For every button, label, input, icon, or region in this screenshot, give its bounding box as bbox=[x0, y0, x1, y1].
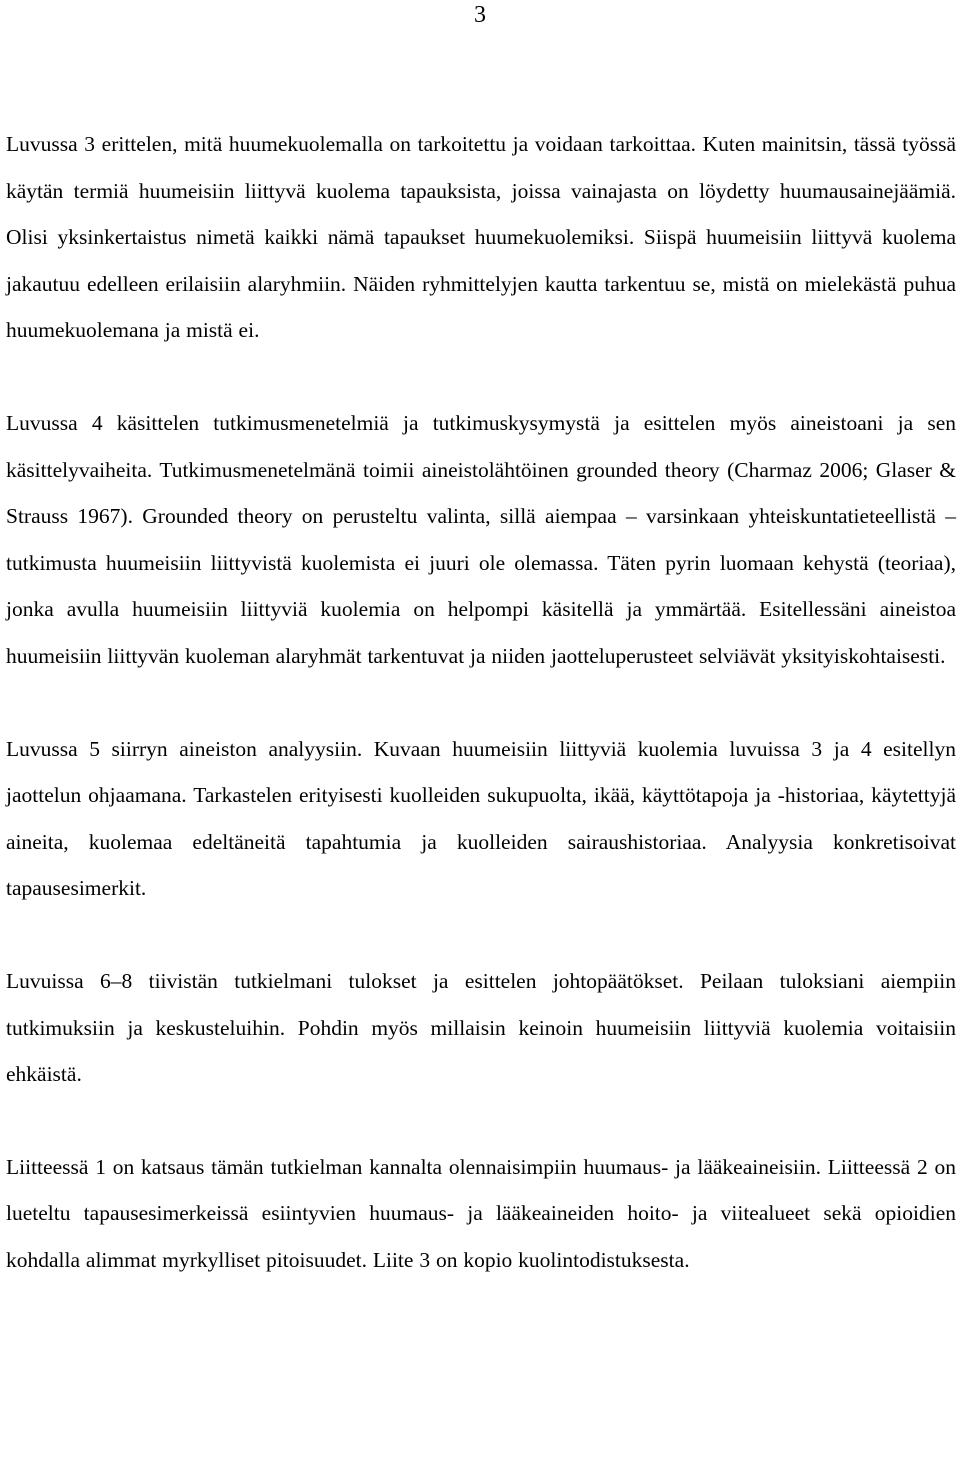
paragraph-chapter-3-summary: Luvussa 3 erittelen, mitä huumekuolemalla on tarkoitettu ja voidaan tarkoittaa. Kuten mainitsin, tässä työssä käytän termiä huumeisiin liittyvä kuolema tapauksista, joissa vainajasta on löydetty huumausainejäämiä. Olisi yksinkertaistus nimetä kaikki nämä tapaukset huumekuolemiksi. Siispä huumeisiin liittyvä kuolema jakautuu edelleen erilaisiin alaryhmiin. Näiden ryhmittelyjen kautta tarkentuu se, mistä on mielekästä puhua huumekuolemana ja mistä ei. bbox=[6, 132, 956, 343]
document-body bbox=[6, 121, 956, 1283]
paragraph-chapter-5-summary: Luvussa 5 siirryn aineiston analyysiin. Kuvaan huumeisiin liittyviä kuolemia luvuissa 3 ja 4 esitellyn jaottelun ohjaamana. Tarkastelen erityisesti kuolleiden sukupuolta, ikää, käyttötapoja ja -historiaa, käytettyjä aineita, kuolemaa edeltäneitä tapahtumia ja kuolleiden sairaushistoriaa. Analyysia konkretisoivat tapausesimerkit. bbox=[6, 736, 956, 901]
paragraph-appendices-summary: Liitteessä 1 on katsaus tämän tutkielman kannalta olennaisimpiin huumaus- ja lääkeaineisiin. Liitteessä 2 on lueteltu tapausesimerkeissä esiintyvien huumaus- ja lääkeaineiden hoito- ja viitealueet sekä opioidien kohdalla alimmat myrkylliset pitoisuudet. Liite 3 on kopio kuolintodistuksesta. bbox=[6, 1154, 956, 1272]
page-number: 3 bbox=[474, 2, 486, 28]
paragraph-chapter-4-summary: Luvussa 4 käsittelen tutkimusmenetelmiä ja tutkimuskysymystä ja esittelen myös aineistoani ja sen käsittelyvaiheita. Tutkimusmenetelmänä toimii aineistolähtöinen grounded theory (Charmaz 2006; Glaser & Strauss 1967). Grounded theory on perusteltu valinta, sillä aiempaa – varsinkaan yhteiskuntatieteellistä – tutkimusta huumeisiin liittyvistä kuolemista ei juuri ole olemassa. Täten pyrin luomaan kehystä (teoriaa), jonka avulla huumeisiin liittyviä kuolemia on helpompi käsitellä ja ymmärtää. Esitellessäni aineistoa huumeisiin liittyvän kuoleman alaryhmät tarkentuvat ja niiden jaotteluperusteet selviävät yksityiskohtaisesti. bbox=[6, 410, 956, 668]
paragraph-chapters-6-8-summary: Luvuissa 6–8 tiivistän tutkielmani tulokset ja esittelen johtopäätökset. Peilaan tuloksiani aiempiin tutkimuksiin ja keskusteluihin. Pohdin myös millaisin keinoin huumeisiin liittyviä kuolemia voitaisiin ehkäistä. bbox=[6, 968, 956, 1087]
